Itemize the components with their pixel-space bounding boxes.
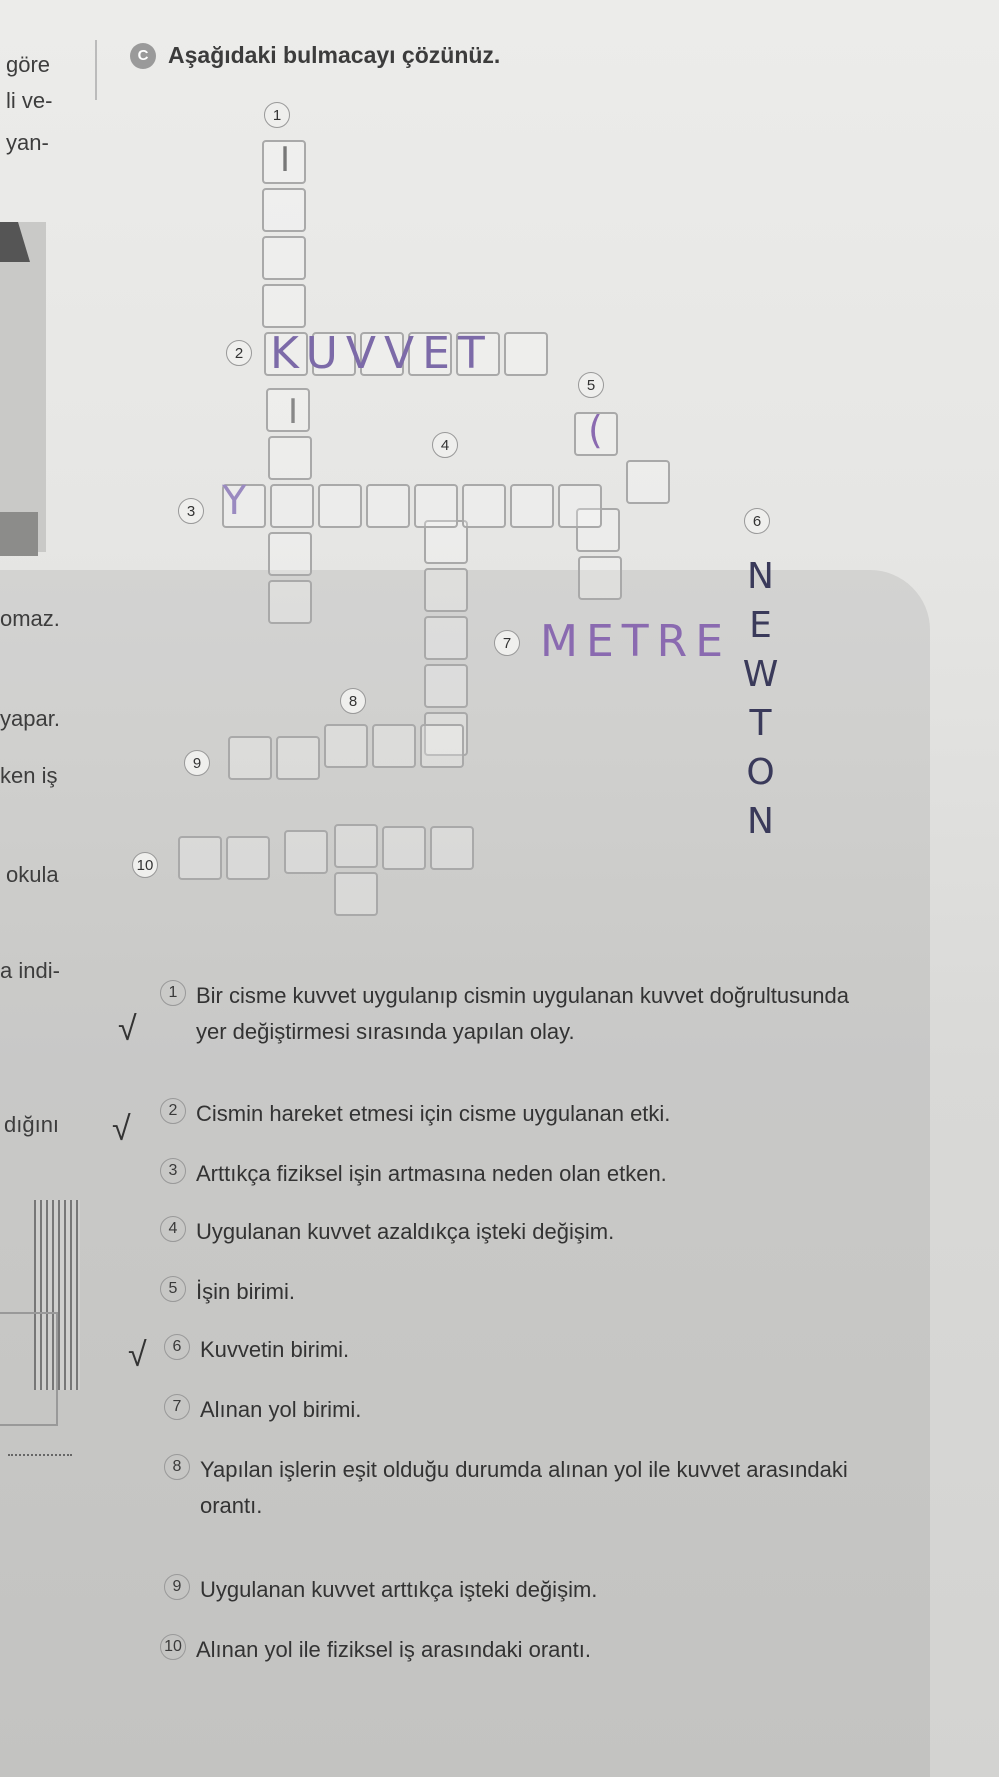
- crossword-cell[interactable]: [262, 236, 306, 280]
- clue-item-number: 5: [160, 1276, 186, 1302]
- crossword-cell[interactable]: [420, 724, 464, 768]
- margin-text: ken iş: [0, 763, 58, 788]
- clue-item-number: 10: [160, 1634, 186, 1660]
- margin-text: göre: [6, 52, 51, 77]
- crossword-cell[interactable]: [424, 664, 468, 708]
- crossword-cell[interactable]: [262, 284, 306, 328]
- clue-item-text: Arttıkça fiziksel işin artmasına neden olan etken.: [196, 1161, 667, 1186]
- clue-item-number: 6: [164, 1334, 190, 1360]
- margin-figure-box: [0, 1312, 58, 1426]
- clue-number-8: 8: [340, 688, 366, 714]
- margin-text: a indi-: [0, 958, 60, 983]
- clue-item-text: Kuvvetin birimi.: [200, 1337, 350, 1362]
- crossword-cell[interactable]: [334, 824, 378, 868]
- clue-item-text: Uygulanan kuvvet azaldıkça işteki değişim.: [196, 1219, 615, 1244]
- crossword-cell[interactable]: [226, 836, 270, 880]
- crossword-cell[interactable]: [276, 736, 320, 780]
- clue-number-4: 4: [432, 432, 458, 458]
- crossword-cell[interactable]: [366, 484, 410, 528]
- margin-text: dığını: [4, 1112, 60, 1137]
- crossword-cell[interactable]: [228, 736, 272, 780]
- clue-item-text: Yapılan işlerin eşit olduğu durumda alınan yol ile kuvvet arasındaki orantı.: [200, 1457, 848, 1518]
- crossword-cell[interactable]: [382, 826, 426, 870]
- answer-word-7: METRE: [540, 616, 732, 667]
- clue-item: [164, 1392, 361, 1428]
- left-page-margin: [0, 0, 72, 1777]
- section-header: [130, 42, 500, 69]
- clue-item-number: 3: [160, 1158, 186, 1184]
- crossword-cell[interactable]: [178, 836, 222, 880]
- check-mark: √: [128, 1336, 147, 1374]
- answer-word-2: KUVVET: [270, 328, 493, 379]
- crossword-cell[interactable]: [268, 532, 312, 576]
- crossword-cell[interactable]: [626, 460, 670, 504]
- clue-item-number: 7: [164, 1394, 190, 1420]
- clue-item-number: 2: [160, 1098, 186, 1124]
- check-mark: √: [118, 1010, 137, 1048]
- crossword-cell[interactable]: [430, 826, 474, 870]
- clue-item-number: 8: [164, 1454, 190, 1480]
- crossword-cell[interactable]: [334, 872, 378, 916]
- crossword-cell[interactable]: [462, 484, 506, 528]
- answer-letter-5: (: [588, 408, 611, 452]
- crossword-cell[interactable]: [268, 436, 312, 480]
- crossword-cell[interactable]: [284, 830, 328, 874]
- crossword-cell[interactable]: [262, 188, 306, 232]
- clue-item-number: 4: [160, 1216, 186, 1242]
- margin-dotted-line: [8, 1454, 72, 1456]
- margin-image-dark: [0, 512, 38, 556]
- crossword-cell[interactable]: [318, 484, 362, 528]
- clue-item: [160, 1274, 295, 1310]
- clue-item: [164, 1452, 884, 1524]
- clue-item: [160, 1632, 591, 1668]
- crossword-cell[interactable]: [424, 616, 468, 660]
- clue-item-text: Cismin hareket etmesi için cisme uygulanan etki.: [196, 1101, 671, 1126]
- answer-letter-3: Y: [222, 478, 255, 524]
- crossword-cell[interactable]: [578, 556, 622, 600]
- clue-item: [160, 1096, 670, 1132]
- answer-letter-1b: I: [288, 392, 307, 432]
- check-mark: √: [112, 1110, 131, 1148]
- crossword-cell[interactable]: [504, 332, 548, 376]
- answer-letter-1a: I: [280, 140, 299, 180]
- clue-item: [160, 1156, 667, 1192]
- crossword-cell[interactable]: [268, 580, 312, 624]
- clue-item-text: Uygulanan kuvvet arttıkça işteki değişim.: [200, 1577, 598, 1602]
- clue-number-1: 1: [264, 102, 290, 128]
- section-badge: C: [130, 43, 156, 69]
- answer-word-6: NEWTON: [740, 556, 781, 850]
- clue-item-text: Alınan yol birimi.: [200, 1397, 362, 1422]
- clue-item-number: 1: [160, 980, 186, 1006]
- clue-item: [164, 1572, 597, 1608]
- clue-number-6: 6: [744, 508, 770, 534]
- crossword-cell[interactable]: [372, 724, 416, 768]
- clue-item-text: Bir cisme kuvvet uygulanıp cismin uygulanan kuvvet doğrultusunda yer değiştirmesi sırasında yapılan olay.: [196, 983, 850, 1044]
- crossword-cell[interactable]: [558, 484, 602, 528]
- margin-text: yapar.: [0, 706, 60, 731]
- margin-text: li ve-: [6, 88, 53, 113]
- clue-number-5: 5: [578, 372, 604, 398]
- margin-text: omaz.: [0, 606, 60, 631]
- clue-number-10: 10: [132, 852, 158, 878]
- crossword-cell[interactable]: [424, 568, 468, 612]
- clue-item-number: 9: [164, 1574, 190, 1600]
- clue-item-text: Alınan yol ile fiziksel iş arasındaki orantı.: [196, 1637, 591, 1662]
- section-title: Aşağıdaki bulmacayı çözünüz.: [168, 42, 501, 68]
- clue-item: [164, 1332, 349, 1368]
- margin-text: okula: [6, 862, 59, 887]
- clue-number-2: 2: [226, 340, 252, 366]
- clue-item-text: İşin birimi.: [196, 1279, 296, 1304]
- clue-number-7: 7: [494, 630, 520, 656]
- crossword-cell[interactable]: [324, 724, 368, 768]
- clue-number-3: 3: [178, 498, 204, 524]
- clue-number-9: 9: [184, 750, 210, 776]
- clue-item: [160, 978, 860, 1050]
- crossword-cell[interactable]: [510, 484, 554, 528]
- crossword-cell[interactable]: [270, 484, 314, 528]
- margin-image: [0, 222, 46, 552]
- margin-text: yan-: [6, 130, 49, 155]
- margin-divider: [95, 40, 97, 100]
- clue-item: [160, 1214, 614, 1250]
- crossword-cell[interactable]: [414, 484, 458, 528]
